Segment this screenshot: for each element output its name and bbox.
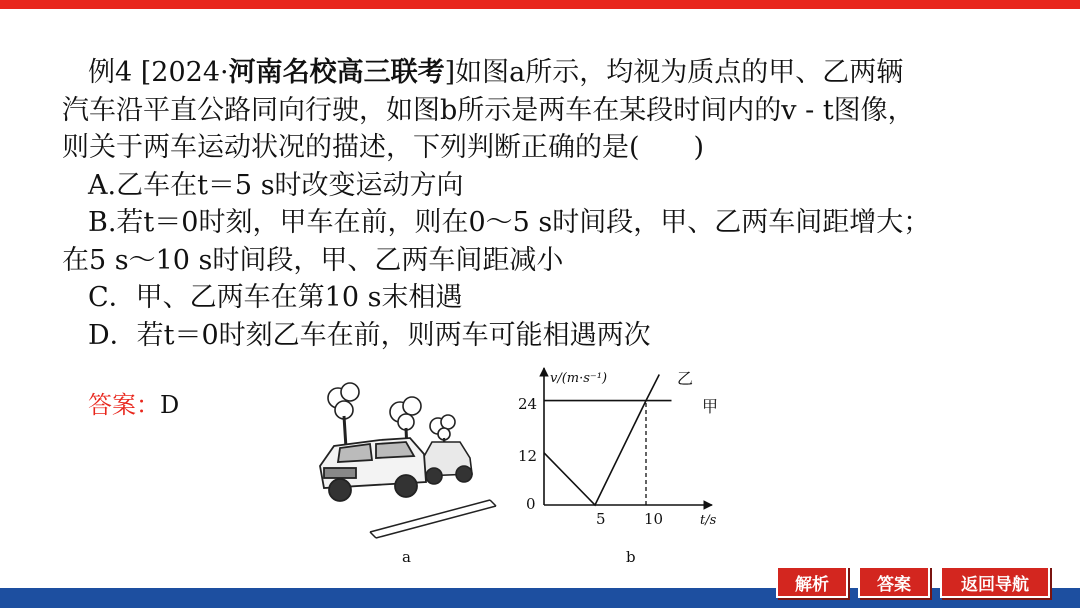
option-a: A.乙车在t＝5 s时改变运动方向: [88, 169, 464, 201]
option-d: D．若t＝0时刻乙车在前，则两车可能相遇两次: [88, 319, 651, 351]
question-line-1: [62, 54, 1042, 92]
back-to-navigation-button[interactable]: 返回导航: [940, 566, 1050, 598]
answer-label: 答案：: [88, 391, 160, 419]
question-line-2: 汽车沿平直公路同向行驶，如图b所示是两车在某段时间内的v - t图像，: [62, 94, 915, 126]
option-b-line-2: 在5 s～10 s时间段，甲、乙两车间距减小: [62, 244, 564, 276]
answer: [88, 385, 179, 420]
analysis-button[interactable]: 解析: [776, 566, 848, 598]
question-source: 河南名校高三联考: [228, 57, 445, 88]
x-axis-label: t/s: [700, 513, 717, 528]
option-b-line-1: B.若t＝0时刻，甲车在前，则在0～5 s时间段，甲、乙两车间距增大；: [88, 207, 931, 238]
car-jia-rear: [422, 442, 472, 484]
y-tick-0: 0: [526, 495, 536, 513]
top-accent-bar: [0, 0, 1080, 9]
figure-a-cars-illustration: [310, 370, 510, 565]
question-line-3: 则关于两车运动状况的描述，下列判断正确的是( ): [62, 132, 705, 163]
question-line-1-rest: ]如图a所示，均视为质点的甲、乙两辆: [444, 57, 904, 88]
figure-b-caption: b: [626, 548, 636, 566]
series-yi-line: [544, 375, 659, 506]
road-marking: [370, 500, 496, 538]
series-yi-label: 乙: [677, 369, 694, 388]
y-tick-24: 24: [518, 395, 538, 413]
car-yi-front: [320, 438, 426, 501]
series-jia-label: 甲: [702, 397, 719, 416]
y-axis-label: v/(m·s⁻¹): [550, 371, 608, 386]
option-c: C．甲、乙两车在第10 s末相遇: [88, 282, 463, 313]
question-prefix: 例4 [2024·: [88, 57, 229, 88]
figure-a-caption: a: [402, 548, 411, 565]
x-tick-5: 5: [596, 510, 606, 528]
x-tick-10: 10: [644, 510, 664, 528]
answer-value: D: [160, 391, 180, 419]
figure-b-vt-graph: [516, 362, 746, 572]
question-text: [62, 54, 1042, 354]
answer-button[interactable]: 答案: [858, 566, 930, 598]
y-tick-12: 12: [518, 447, 538, 465]
